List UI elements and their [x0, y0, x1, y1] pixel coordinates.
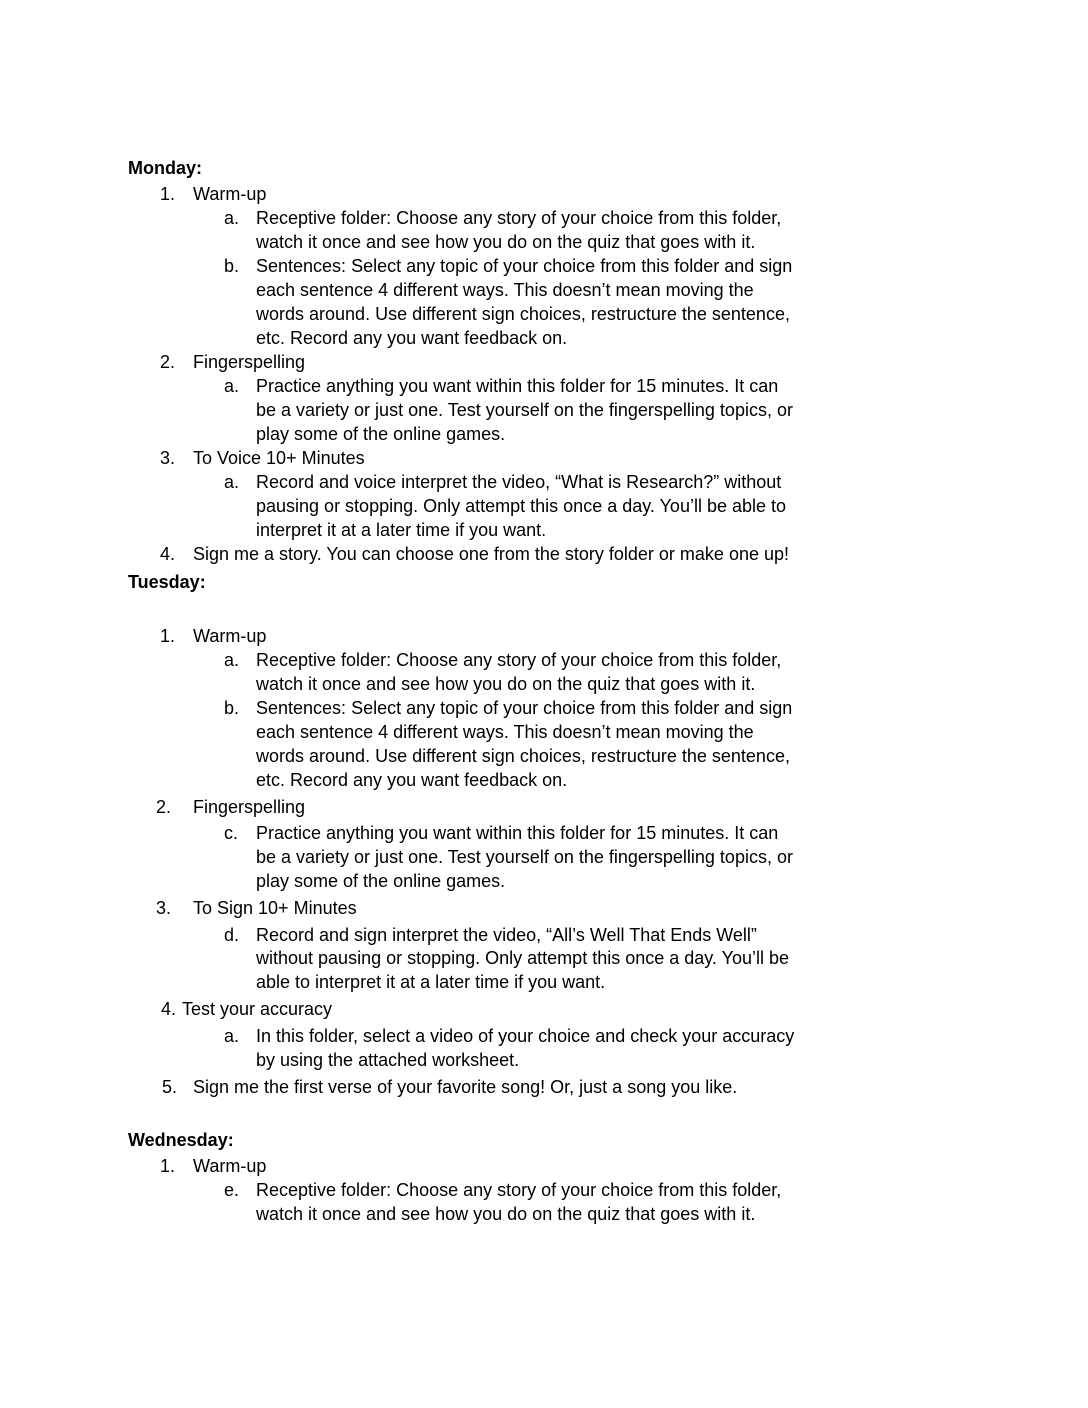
sub-item-line: able to interpret it at a later time if you want.	[256, 972, 606, 992]
sub-item-letter: a.	[224, 472, 240, 492]
sub-item-letter: a.	[224, 376, 240, 396]
item-title: Fingerspelling	[193, 352, 306, 372]
item-number: 5.	[162, 1077, 178, 1097]
item-number: 1.	[160, 626, 176, 646]
item-title: Sign me a story. You can choose one from the story folder or make one up!	[193, 544, 790, 564]
sub-item-line: be a variety or just one. Test yourself on the fingerspelling topics, or	[256, 400, 793, 420]
item-number: 2.	[160, 352, 176, 372]
sub-item-line: Record and voice interpret the video, “What is Research?” without	[256, 472, 782, 492]
sub-item-line: Sentences: Select any topic of your choice from this folder and sign	[256, 698, 793, 718]
item-title: Test your accuracy	[182, 999, 333, 1019]
sub-item-line: play some of the online games.	[256, 871, 506, 891]
sub-item-letter: c.	[224, 823, 239, 843]
sub-item-letter: a.	[224, 650, 240, 670]
sub-item-line: watch it once and see how you do on the quiz that goes with it.	[256, 674, 756, 694]
sub-item-line: Sentences: Select any topic of your choice from this folder and sign	[256, 256, 793, 276]
sub-item-line: Practice anything you want within this folder for 15 minutes. It can	[256, 376, 779, 396]
sub-item-line: Practice anything you want within this folder for 15 minutes. It can	[256, 823, 779, 843]
sub-item-line: etc. Record any you want feedback on.	[256, 770, 568, 790]
sub-item-letter: a.	[224, 208, 240, 228]
item-number: 2.	[156, 797, 172, 817]
sub-item-line: be a variety or just one. Test yourself on the fingerspelling topics, or	[256, 847, 793, 867]
day-heading-monday: Monday:	[128, 158, 202, 178]
item-number: 3.	[160, 448, 176, 468]
item-number: 4.	[161, 999, 177, 1019]
item-title: To Sign 10+ Minutes	[193, 898, 357, 918]
sub-item-letter: a.	[224, 1026, 240, 1046]
sub-item-line: Receptive folder: Choose any story of your choice from this folder,	[256, 1180, 782, 1200]
day-heading-tuesday: Tuesday:	[128, 572, 206, 592]
sub-item-line: play some of the online games.	[256, 424, 506, 444]
sub-item-line: watch it once and see how you do on the quiz that goes with it.	[256, 232, 756, 252]
sub-item-line: watch it once and see how you do on the quiz that goes with it.	[256, 1204, 756, 1224]
item-title: Fingerspelling	[193, 797, 306, 817]
sub-item-line: Receptive folder: Choose any story of your choice from this folder,	[256, 208, 782, 228]
sub-item-line: each sentence 4 different ways. This doesn’t mean moving the	[256, 722, 754, 742]
sub-item-letter: d.	[224, 925, 240, 945]
sub-item-line: each sentence 4 different ways. This doesn’t mean moving the	[256, 280, 754, 300]
sub-item-line: pausing or stopping. Only attempt this once a day. You’ll be able to	[256, 496, 787, 516]
item-title: Warm-up	[193, 1156, 267, 1176]
sub-item-line: without pausing or stopping. Only attempt this once a day. You’ll be	[256, 948, 790, 968]
sub-item-letter: b.	[224, 256, 240, 276]
item-title: Warm-up	[193, 184, 267, 204]
item-title: To Voice 10+ Minutes	[193, 448, 365, 468]
item-title: Sign me the first verse of your favorite song! Or, just a song you like.	[193, 1077, 738, 1097]
item-title: Warm-up	[193, 626, 267, 646]
sub-item-letter: e.	[224, 1180, 240, 1200]
sub-item-line: by using the attached worksheet.	[256, 1050, 520, 1070]
sub-item-line: interpret it at a later time if you want.	[256, 520, 547, 540]
item-number: 4.	[160, 544, 176, 564]
sub-item-line: In this folder, select a video of your choice and check your accuracy	[256, 1026, 795, 1046]
item-number: 1.	[160, 184, 176, 204]
sub-item-line: etc. Record any you want feedback on.	[256, 328, 568, 348]
sub-item-letter: b.	[224, 698, 240, 718]
sub-item-line: words around. Use different sign choices, restructure the sentence,	[256, 304, 790, 324]
day-heading-wednesday: Wednesday:	[128, 1130, 234, 1150]
item-number: 1.	[160, 1156, 176, 1176]
sub-item-line: words around. Use different sign choices, restructure the sentence,	[256, 746, 790, 766]
item-number: 3.	[156, 898, 172, 918]
sub-item-line: Record and sign interpret the video, “All’s Well That Ends Well”	[256, 925, 757, 945]
sub-item-line: Receptive folder: Choose any story of your choice from this folder,	[256, 650, 782, 670]
